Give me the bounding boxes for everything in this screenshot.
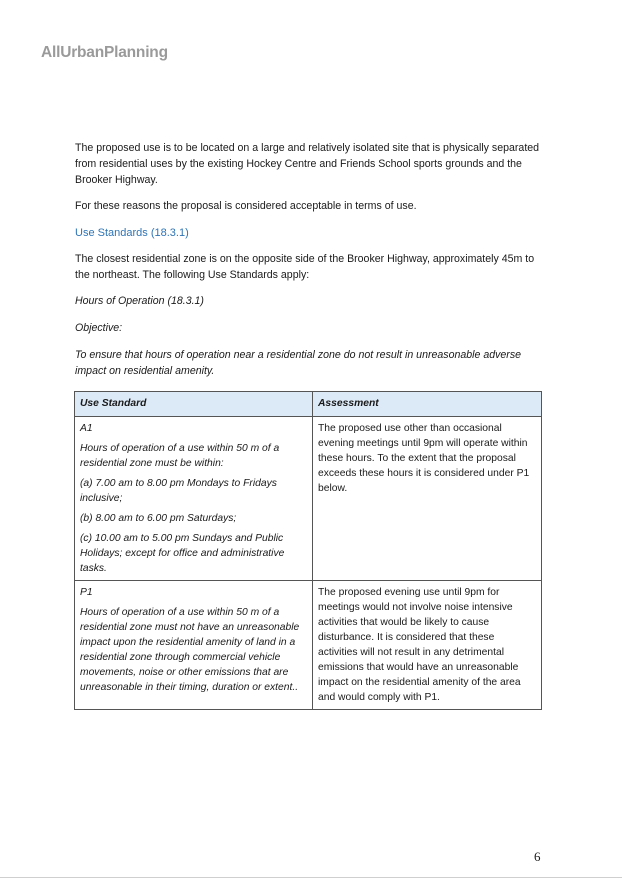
standard-item: (c) 10.00 am to 5.00 pm Sundays and Public Holidays; except for office and administrative tasks. <box>80 533 285 574</box>
paragraph-conclusion: For these reasons the proposal is considered acceptable in terms of use. <box>75 200 417 212</box>
page-number: 6 <box>534 849 541 864</box>
table-row <box>75 417 542 581</box>
section-heading: Use Standards (18.3.1) <box>75 227 189 239</box>
objective-text: To ensure that hours of operation near a residential zone do not result in unreasonable adverse impact on residential amenity. <box>75 349 522 377</box>
use-standards-table <box>74 391 542 710</box>
assessment-cell: The proposed evening use until 9pm for meetings would not involve noise intensive activities that would be likely to cause disturbance. It is considered that these activities will not result in any detrimental emissions that would have an unreasonable impact on the residential amenity of the area and would comply with P1. <box>313 581 542 710</box>
sub-heading: Hours of Operation (18.3.1) <box>75 295 204 307</box>
assessment-cell: The proposed use other than occasional evening meetings until 9pm will operate within these hours. To the extent that the proposal exceeds these hours it is considered under P1 below. <box>313 417 542 581</box>
company-logo: AllUrbanPlanning <box>41 44 168 61</box>
column-header-use-standard: Use Standard <box>75 392 313 417</box>
standard-code: A1 <box>80 423 93 434</box>
standard-text: Hours of operation of a use within 50 m of a residential zone must not have an unreasonable impact upon the residential amenity of land in a residential zone through commercial vehicle movements, noise or other emissions that are unreasonable in their timing, duration or extent.. <box>80 607 300 693</box>
table-header-row <box>75 392 542 417</box>
paragraph-residential-zone: The closest residential zone is on the opposite side of the Brooker Highway, approximately 45m to the northeast. The following Use Standards apply: <box>75 253 535 281</box>
standard-cell <box>75 417 313 581</box>
standard-cell <box>75 581 313 710</box>
standard-code: P1 <box>80 587 93 598</box>
standard-text: Hours of operation of a use within 50 m of a residential zone must be within: <box>80 443 280 469</box>
page-bottom-edge <box>0 877 622 878</box>
column-header-assessment: Assessment <box>313 392 542 417</box>
paragraph-site-location: The proposed use is to be located on a large and relatively isolated site that is physically separated from residential uses by the existing Hockey Centre and Friends School sports grounds and the Brooker Highway. <box>75 142 540 186</box>
standard-item: (a) 7.00 am to 8.00 pm Mondays to Fridays inclusive; <box>80 478 277 504</box>
document-body <box>75 140 545 389</box>
table-row <box>75 581 542 710</box>
standard-item: (b) 8.00 am to 6.00 pm Saturdays; <box>80 513 237 524</box>
objective-label: Objective: <box>75 322 123 334</box>
